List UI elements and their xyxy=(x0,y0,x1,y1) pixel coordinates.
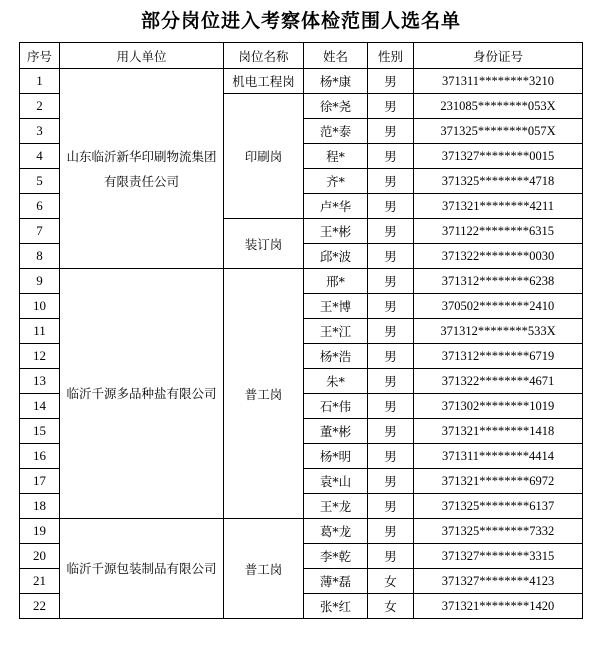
cell-name: 张*红 xyxy=(304,594,368,619)
cell-id: 231085********053X xyxy=(414,94,583,119)
cell-gender: 男 xyxy=(368,194,414,219)
cell-gender: 男 xyxy=(368,344,414,369)
cell-gender: 男 xyxy=(368,394,414,419)
cell-gender: 男 xyxy=(368,469,414,494)
cell-seq: 12 xyxy=(20,344,60,369)
cell-unit: 临沂千源多品种盐有限公司 xyxy=(60,269,224,519)
cell-id: 371325********6137 xyxy=(414,494,583,519)
cell-seq: 14 xyxy=(20,394,60,419)
cell-gender: 男 xyxy=(368,219,414,244)
cell-name: 李*乾 xyxy=(304,544,368,569)
cell-name: 王*江 xyxy=(304,319,368,344)
cell-gender: 男 xyxy=(368,319,414,344)
table-row xyxy=(20,519,583,544)
header-seq: 序号 xyxy=(20,43,60,69)
cell-name: 王*博 xyxy=(304,294,368,319)
cell-id: 371327********3315 xyxy=(414,544,583,569)
cell-seq: 22 xyxy=(20,594,60,619)
candidate-table xyxy=(19,42,583,619)
cell-seq: 5 xyxy=(20,169,60,194)
cell-id: 371325********057X xyxy=(414,119,583,144)
cell-id: 371325********4718 xyxy=(414,169,583,194)
cell-id: 371302********1019 xyxy=(414,394,583,419)
header-unit: 用人单位 xyxy=(60,43,224,69)
cell-gender: 男 xyxy=(368,119,414,144)
cell-id: 371321********4211 xyxy=(414,194,583,219)
cell-id: 371312********6238 xyxy=(414,269,583,294)
table-header-row xyxy=(20,43,583,69)
cell-name: 葛*龙 xyxy=(304,519,368,544)
cell-seq: 21 xyxy=(20,569,60,594)
cell-unit: 山东临沂新华印刷物流集团有限责任公司 xyxy=(60,69,224,269)
cell-seq: 1 xyxy=(20,69,60,94)
document-title: 部分岗位进入考察体检范围人选名单 xyxy=(140,10,461,32)
cell-id: 371327********0015 xyxy=(414,144,583,169)
cell-gender: 男 xyxy=(368,294,414,319)
cell-seq: 17 xyxy=(20,469,60,494)
cell-gender: 男 xyxy=(368,144,414,169)
header-position: 岗位名称 xyxy=(224,43,304,69)
cell-id: 371322********4671 xyxy=(414,369,583,394)
cell-seq: 9 xyxy=(20,269,60,294)
cell-gender: 男 xyxy=(368,244,414,269)
cell-name: 范*泰 xyxy=(304,119,368,144)
cell-id: 371311********3210 xyxy=(414,69,583,94)
cell-seq: 10 xyxy=(20,294,60,319)
cell-gender: 男 xyxy=(368,419,414,444)
cell-name: 袁*山 xyxy=(304,469,368,494)
cell-seq: 6 xyxy=(20,194,60,219)
cell-name: 杨*明 xyxy=(304,444,368,469)
cell-id: 371322********0030 xyxy=(414,244,583,269)
cell-name: 杨*浩 xyxy=(304,344,368,369)
header-name: 姓名 xyxy=(304,43,368,69)
header-id: 身份证号 xyxy=(414,43,583,69)
cell-unit: 临沂千源包装制品有限公司 xyxy=(60,519,224,619)
cell-gender: 男 xyxy=(368,369,414,394)
cell-id: 371122********6315 xyxy=(414,219,583,244)
cell-gender: 男 xyxy=(368,519,414,544)
cell-position: 机电工程岗 xyxy=(224,69,304,94)
cell-id: 371325********7332 xyxy=(414,519,583,544)
cell-position: 印刷岗 xyxy=(224,94,304,219)
cell-id: 371312********6719 xyxy=(414,344,583,369)
cell-seq: 2 xyxy=(20,94,60,119)
cell-gender: 男 xyxy=(368,544,414,569)
cell-position: 普工岗 xyxy=(224,269,304,519)
cell-seq: 7 xyxy=(20,219,60,244)
cell-gender: 男 xyxy=(368,169,414,194)
cell-name: 王*龙 xyxy=(304,494,368,519)
cell-seq: 4 xyxy=(20,144,60,169)
cell-position: 普工岗 xyxy=(224,519,304,619)
cell-name: 程* xyxy=(304,144,368,169)
cell-seq: 20 xyxy=(20,544,60,569)
cell-gender: 男 xyxy=(368,269,414,294)
cell-gender: 女 xyxy=(368,569,414,594)
cell-seq: 19 xyxy=(20,519,60,544)
cell-gender: 男 xyxy=(368,444,414,469)
cell-name: 卢*华 xyxy=(304,194,368,219)
cell-name: 齐* xyxy=(304,169,368,194)
cell-gender: 男 xyxy=(368,494,414,519)
cell-id: 371327********4123 xyxy=(414,569,583,594)
cell-gender: 男 xyxy=(368,94,414,119)
cell-seq: 13 xyxy=(20,369,60,394)
cell-name: 王*彬 xyxy=(304,219,368,244)
cell-id: 371312********533X xyxy=(414,319,583,344)
table-row xyxy=(20,69,583,94)
cell-id: 371311********4414 xyxy=(414,444,583,469)
cell-gender: 男 xyxy=(368,69,414,94)
cell-name: 石*伟 xyxy=(304,394,368,419)
cell-seq: 8 xyxy=(20,244,60,269)
cell-seq: 15 xyxy=(20,419,60,444)
table-body xyxy=(20,69,583,619)
cell-name: 薄*磊 xyxy=(304,569,368,594)
cell-name: 杨*康 xyxy=(304,69,368,94)
cell-seq: 3 xyxy=(20,119,60,144)
cell-id: 371321********1418 xyxy=(414,419,583,444)
table-row xyxy=(20,269,583,294)
cell-gender: 女 xyxy=(368,594,414,619)
cell-name: 徐*尧 xyxy=(304,94,368,119)
cell-seq: 11 xyxy=(20,319,60,344)
cell-position: 装订岗 xyxy=(224,219,304,269)
cell-id: 371321********6972 xyxy=(414,469,583,494)
cell-name: 邢* xyxy=(304,269,368,294)
cell-name: 邱*波 xyxy=(304,244,368,269)
cell-name: 董*彬 xyxy=(304,419,368,444)
cell-name: 朱* xyxy=(304,369,368,394)
cell-id: 371321********1420 xyxy=(414,594,583,619)
cell-id: 370502********2410 xyxy=(414,294,583,319)
cell-seq: 18 xyxy=(20,494,60,519)
header-gender: 性别 xyxy=(368,43,414,69)
cell-seq: 16 xyxy=(20,444,60,469)
